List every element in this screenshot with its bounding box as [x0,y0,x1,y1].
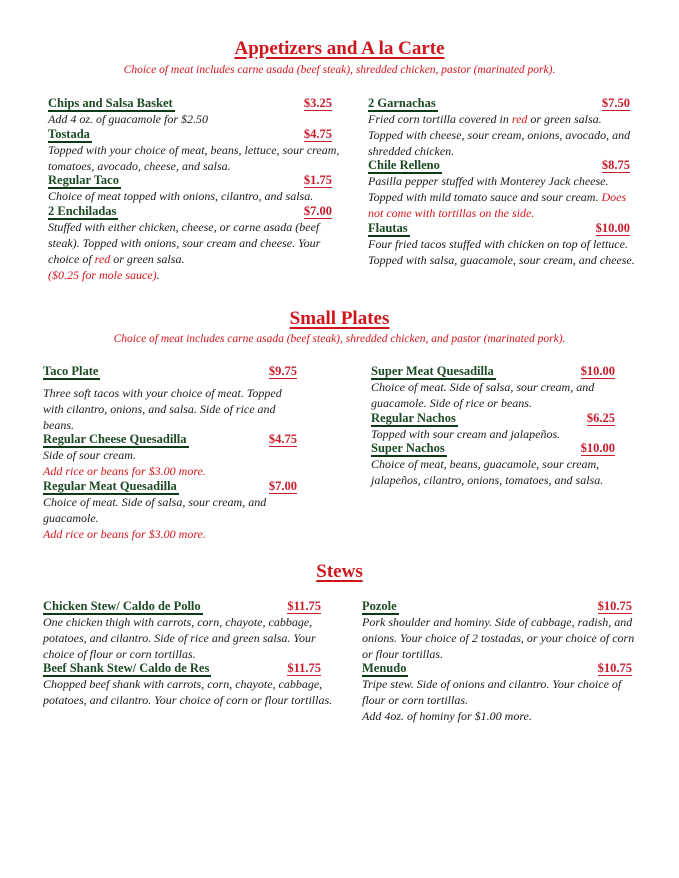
highlight-text: Add rice or beans for $3.00 more. [43,464,206,479]
right-column [362,600,642,725]
item-description [48,112,348,128]
item-name: Chicken Stew/ Caldo de Pollo [43,599,201,613]
item-price: $4.75 [268,432,297,447]
highlight-text: red [511,112,528,126]
description-text: Topped with your choice of meat, beans, lettuce, sour cream, tomatoes, avocado, cheese, and salsa. [48,142,340,173]
menu-item-flautas [368,222,636,269]
description-text: Choice of meat, beans, guacamole, sour cream, jalapeños, cilantro, onions, tomatoes, and salsa. [371,457,604,488]
item-description [371,380,617,412]
item-name: Regular Meat Quesadilla [43,478,177,493]
menu-item-regular-meat-quesadilla [43,480,305,542]
item-description [368,174,636,221]
item-description [43,677,343,709]
item-header [43,662,343,677]
item-price: $7.00 [268,478,297,493]
item-description [48,189,348,205]
item-name: Chips and Salsa Basket [48,96,173,110]
menu-item-regular-nachos [371,412,617,443]
item-price: $1.75 [303,173,332,188]
section-title: Stews [316,561,363,582]
item-header [48,97,348,112]
item-description [43,615,343,662]
right-column [371,365,617,489]
description-text: or green salsa. [110,251,185,266]
item-name: Flautas [368,220,408,235]
description-text: Add 4 oz. of guacamole for $2.50 [48,112,208,126]
description-text: Chopped beef shank with carrots, corn, chayote, cabbage, potatoes, and cilantro. Your choice of corn or flour tortillas. [43,677,333,708]
item-price: $10.00 [595,220,630,235]
item-name: Regular Taco [48,173,119,188]
item-price: $10.00 [580,441,615,456]
item-description [43,495,305,542]
menu-item-regular-cheese-quesadilla [43,433,305,480]
item-header [43,365,305,380]
item-name: Beef Shank Stew/ Caldo de Res [43,661,210,676]
section-subtitle: Choice of meat includes carne asada (beef steak), shredded chicken, and pastor (marinated pork). [113,333,566,345]
section-title: Small Plates [289,308,390,329]
item-price: $10.00 [580,364,615,378]
item-price: $3.25 [303,96,332,110]
menu-item-tostada [48,128,348,175]
item-price: $11.75 [287,599,321,613]
description-text: or green salsa. Topped with cheese, sour cream, onions, avocado, and shredded chicken. [368,112,631,158]
item-name: Regular Cheese Quesadilla [43,432,187,447]
menu-item-menudo [362,662,642,724]
item-name: Pozole [362,599,397,613]
item-name: 2 Enchiladas [48,204,117,219]
item-description [48,143,348,175]
menu-item-2-garnachas [368,97,636,159]
item-price: $7.00 [303,204,332,219]
item-name: Regular Nachos [371,410,456,425]
item-price: $4.75 [303,126,332,141]
description-text: Choice of meat. Side of salsa, sour cream, and guacamole. [43,494,267,525]
description-text: Three soft tacos with your choice of meat. Topped with cilantro, onions, and salsa. Side of rice and beans. [43,386,282,432]
item-price: $8.75 [601,158,630,173]
item-header [368,222,636,237]
description-text: Choice of meat topped with onions, cilantro, and salsa. [48,189,314,204]
menu-item-chile-relleno [368,159,636,221]
item-description [371,457,617,489]
item-header [362,600,642,615]
item-header [48,174,348,189]
highlight-text: Does not come with tortillas on the side. [368,190,627,220]
item-description [362,615,642,662]
description-text: Fried corn tortilla covered in [368,112,512,126]
item-header [48,205,348,220]
item-header [371,442,617,457]
description-text: Tripe stew. Side of onions and cilantro. Your choice of flour or corn tortillas. [362,677,622,708]
menu-item-beef-shank-stew-caldo-de-res [43,662,343,709]
item-name: Taco Plate [43,364,99,378]
item-name: Tostada [48,126,90,141]
item-description [48,220,348,283]
description-text: Stuffed with either chicken, cheese, or carne asada (beef steak). Topped with onions, sour cream and cheese. Your choice of [48,220,321,266]
left-column [48,97,348,283]
item-price: $10.75 [597,599,632,613]
item-price: $7.50 [601,96,630,110]
item-name: Menudo [362,661,407,676]
item-description [43,448,305,480]
item-price: $11.75 [287,661,321,676]
item-description [368,112,636,159]
item-header [371,412,617,427]
description-text: Add 4oz. of hominy for $1.00 more. [362,708,532,723]
item-description [371,427,617,443]
description-text: Pasilla pepper stuffed with Monterey Jack cheese. Topped with mild tomato sauce and sour cream. [368,174,609,205]
item-name: 2 Garnachas [368,96,436,110]
section-title: Appetizers and A la Carte [234,38,445,59]
description-text: One chicken thigh with carrots, corn, chayote, cabbage, potatoes, and cilantro. Side of rice and green salsa. Your choice of flour or corn tortillas. [43,615,316,661]
description-text: . [156,267,160,282]
menu-item-chicken-stew-caldo-de-pollo [43,600,343,662]
item-header [368,159,636,174]
item-header [43,600,343,615]
description-text: Four fried tacos stuffed with chicken on top of lettuce. Topped with salsa, guacamole, sour cream, and cheese. [368,236,635,267]
description-text: Topped with sour cream and jalapeños. [371,426,561,441]
left-column [43,365,305,542]
item-header [43,433,305,448]
description-text: Side of sour cream. [43,448,136,463]
item-header [371,365,617,380]
menu-item-regular-taco [48,174,348,205]
item-header [362,662,642,677]
item-header [48,128,348,143]
item-description [362,677,642,724]
right-column [368,97,636,268]
item-description [43,386,305,433]
left-column [43,600,343,709]
menu-item-super-nachos [371,442,617,489]
menu-item-super-meat-quesadilla [371,365,617,412]
menu-item-chips-and-salsa-basket [48,97,348,128]
highlight-text: red [94,251,111,266]
item-name: Super Nachos [371,441,445,456]
section-subtitle: Choice of meat includes carne asada (beef steak), shredded chicken, pastor (marinated pork). [123,64,556,76]
item-name: Chile Relleno [368,158,440,173]
item-price: $6.25 [586,410,615,425]
item-header [43,480,305,495]
menu-item-2-enchiladas [48,205,348,283]
item-name: Super Meat Quesadilla [371,364,494,378]
item-price: $9.75 [268,364,297,378]
highlight-text: Add rice or beans for $3.00 more. [43,526,206,541]
description-text: Choice of meat. Side of salsa, sour cream, and guacamole. Side of rice or beans. [371,380,595,410]
menu-item-taco-plate [43,365,305,433]
item-description [368,237,636,269]
description-text: Pork shoulder and hominy. Side of cabbage, radish, and onions. Your choice of 2 tostadas, or your choice of corn or flour tortillas. [362,615,635,661]
item-header [368,97,636,112]
item-price: $10.75 [597,661,632,676]
highlight-text: ($0.25 for mole sauce) [48,267,157,282]
menu-item-pozole [362,600,642,662]
